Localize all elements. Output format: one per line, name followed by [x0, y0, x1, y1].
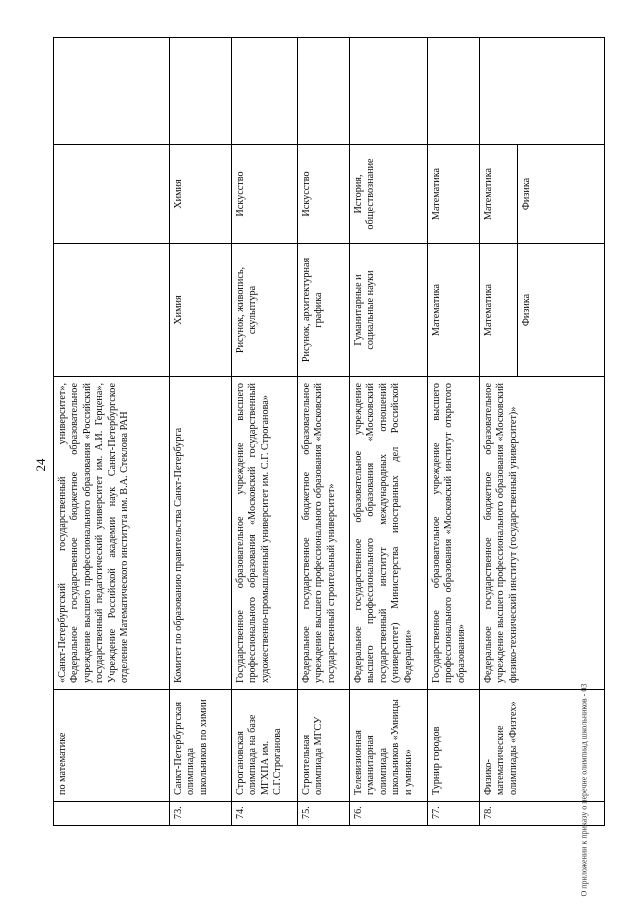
- empty-cell: [54, 38, 170, 145]
- subject-cell: Химия: [170, 145, 232, 244]
- profile-cell: Математика: [428, 244, 480, 377]
- organizer-cell: Федеральное государственное бюджетное образовательное учреждение высшего профессионального образования «Московский физико-технический институт (государственный университет)»: [480, 377, 605, 690]
- olympiad-name: Турнир городов: [428, 690, 480, 802]
- profile-cell: Рисунок, живопись, скульптура: [232, 244, 298, 377]
- table-row: [54, 38, 170, 826]
- organizer-cell: Государственное образовательное учреждение высшего профессионального образования «Московский институт открытого образования»: [428, 377, 480, 690]
- subject-cell: Искусство: [298, 145, 350, 244]
- subject-cell: [54, 145, 170, 244]
- organizer-cell: Государственное образовательное учреждение высшего профессионального образования «Московский государственный художественно-промышленный университет им. С.Г. Строганова»: [232, 377, 298, 690]
- organizer-cell: «Санкт-Петербургский государственный университет», Федеральное государственное бюджетное образовательное учреждение высшего профессионального образования «Российский государственный педагогический университет им. А.И. Герцена», Учреждение Российской академии наук Санкт-Петербургское отделение Математического института им. В.А. Стеклова РАН: [54, 377, 170, 690]
- empty-cell: [170, 38, 232, 145]
- row-number: 77.: [428, 802, 480, 826]
- empty-cell: [298, 38, 350, 145]
- organizer-cell: Федеральное государственное бюджетное образовательное учреждение высшего профессионального образования «Московский государственный строительный университет»: [298, 377, 350, 690]
- organizer-cell: Комитет по образованию правительства Санкт-Петербурга: [170, 377, 232, 690]
- row-number: 75.: [298, 802, 350, 826]
- row-number: 73.: [170, 802, 232, 826]
- empty-cell: [480, 38, 605, 145]
- table-row: [350, 38, 428, 826]
- organizer-cell: Федеральное государственное образовательное учреждение высшего профессионального образования «Московский государственный институт международных отношений (университет) Министерства иностранных дел Российской Федерации»: [350, 377, 428, 690]
- subject-item: Физика: [517, 145, 533, 243]
- profile-cell: [480, 244, 605, 377]
- empty-cell: [428, 38, 480, 145]
- footer-note: О приложении к приказу о перечне олимпиад школьников - 03: [579, 683, 589, 897]
- empty-cell: [232, 38, 298, 145]
- table-row: [232, 38, 298, 826]
- row-number: 76.: [350, 802, 428, 826]
- row-number: 74.: [232, 802, 298, 826]
- olympiad-name: Санкт-Петербургская олимпиада школьников по химии: [170, 690, 232, 802]
- profile-cell: Химия: [170, 244, 232, 377]
- profile-cell: Гуманитарные и социальные науки: [350, 244, 428, 377]
- profile-cell: Рисунок, архитектурная графика: [298, 244, 350, 377]
- olympiad-name: Телевизионная гуманитарная олимпиада школьников «Умницы и умники»: [350, 690, 428, 802]
- profile-item: Математика: [483, 283, 494, 337]
- rotated-table-container: [53, 38, 604, 826]
- table-row: [170, 38, 232, 826]
- page-number: 24: [33, 458, 48, 472]
- spacer: [495, 250, 517, 370]
- olympiad-name: Физико-математические олимпиады «Физтех»: [480, 690, 605, 802]
- profile-cell: [54, 244, 170, 377]
- subject-cell: История, обществознание: [350, 145, 428, 244]
- olympiad-name: Строгановская олимпиада на базе МГХПА им. С.Г.Строганова: [232, 690, 298, 802]
- olympiad-name: Строительная олимпиада МГСУ: [298, 690, 350, 802]
- row-number: 78.: [480, 802, 605, 826]
- olympiad-table-area: [53, 38, 604, 826]
- row-number: [54, 802, 170, 826]
- olympiad-name: по математике: [54, 690, 170, 802]
- subject-item: Математика: [483, 167, 494, 221]
- table-row: [298, 38, 350, 826]
- subject-cell: Искусство: [232, 145, 298, 244]
- olympiad-table: [53, 37, 605, 826]
- subject-cell: [480, 145, 605, 244]
- profile-item: Физика: [517, 244, 533, 376]
- subject-cell: Математика: [428, 145, 480, 244]
- empty-cell: [350, 38, 428, 145]
- table-row: [428, 38, 480, 826]
- spacer: [495, 151, 517, 237]
